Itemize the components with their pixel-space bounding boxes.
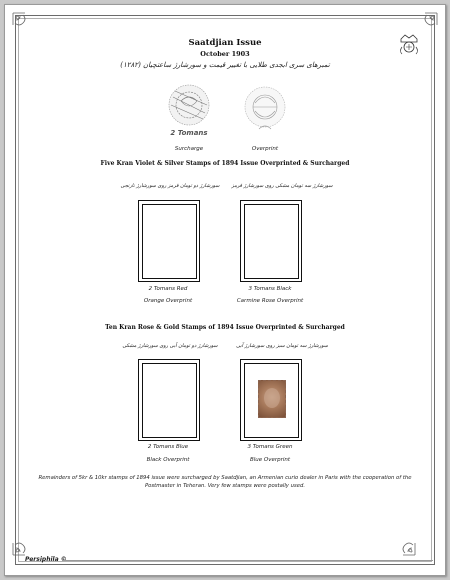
stamp-slot-persian-label: سورشارژ دو تومان قرمز روی سورشارژ نارنجی <box>120 183 220 189</box>
album-page <box>4 4 446 576</box>
stamp-mount-slot <box>240 200 302 282</box>
stamp-slot-persian-label: سورشارژ دو تومان آبی روی سورشارژ مشکی <box>122 343 218 349</box>
stamp-slot-caption: Black Overprint <box>146 457 190 463</box>
ornament-corner-icon <box>11 531 37 557</box>
stamp-slot-persian-label: سورشارژ سه تومان مشکی روی سورشارژ قرمز <box>231 183 333 189</box>
footer-divider <box>63 560 433 561</box>
stamp-slot-persian-label: سورشارژ سه تومان سبز روی سورشارژ آبی <box>236 343 328 349</box>
stamp-slot-caption: 3 Tomans Black <box>248 286 292 292</box>
persian-title: تمبرهای سری ابجدی طلایی با تغییر قیمت و سورشارژ ساعتچیان (۱۲۸۲) <box>120 61 330 69</box>
stamp-slot-caption: Orange Overprint <box>143 298 193 304</box>
section-title: Five Kran Violet & Silver Stamps of 1894 Issue Overprinted & Surcharged <box>100 160 350 167</box>
overprint-caption: Overprint <box>251 146 279 152</box>
ornament-corner-icon <box>11 11 37 37</box>
stamp-image <box>258 380 286 418</box>
stamp-slot-caption: Carmine Rose Overprint <box>236 298 304 304</box>
section-title: Ten Kran Rose & Gold Stamps of 1894 Issue Overprinted & Surcharged <box>105 324 345 331</box>
surcharge-denomination: 2 Tomans <box>170 129 208 137</box>
publisher-brand: Persiphila © <box>25 556 67 563</box>
stamp-slot-caption: 2 Tomans Red <box>148 286 188 292</box>
stamp-slot-caption: 2 Tomans Blue <box>147 444 189 450</box>
page-title: Saatdjian Issue <box>188 38 262 48</box>
stamp-mount-slot <box>240 359 302 441</box>
stamp-slot-caption: Blue Overprint <box>249 457 291 463</box>
stamp-slot-caption: 3 Tomans Green <box>247 444 293 450</box>
stamp-mount-slot <box>138 359 200 441</box>
footer-note: Remainders of 5kr & 10kr stamps of 1894 issue were surcharged by Saatdjian, an Armenian curio dealer in Paris with the cooperation of the Postmaster in Teheran. Very few stamps were postally used. <box>38 475 412 489</box>
stamp-mount-slot <box>138 200 200 282</box>
ornament-corner-icon <box>391 531 417 557</box>
page-subtitle: October 1903 <box>200 50 250 58</box>
overprint-sample <box>233 83 297 141</box>
surcharge-caption: Surcharge <box>174 146 204 152</box>
